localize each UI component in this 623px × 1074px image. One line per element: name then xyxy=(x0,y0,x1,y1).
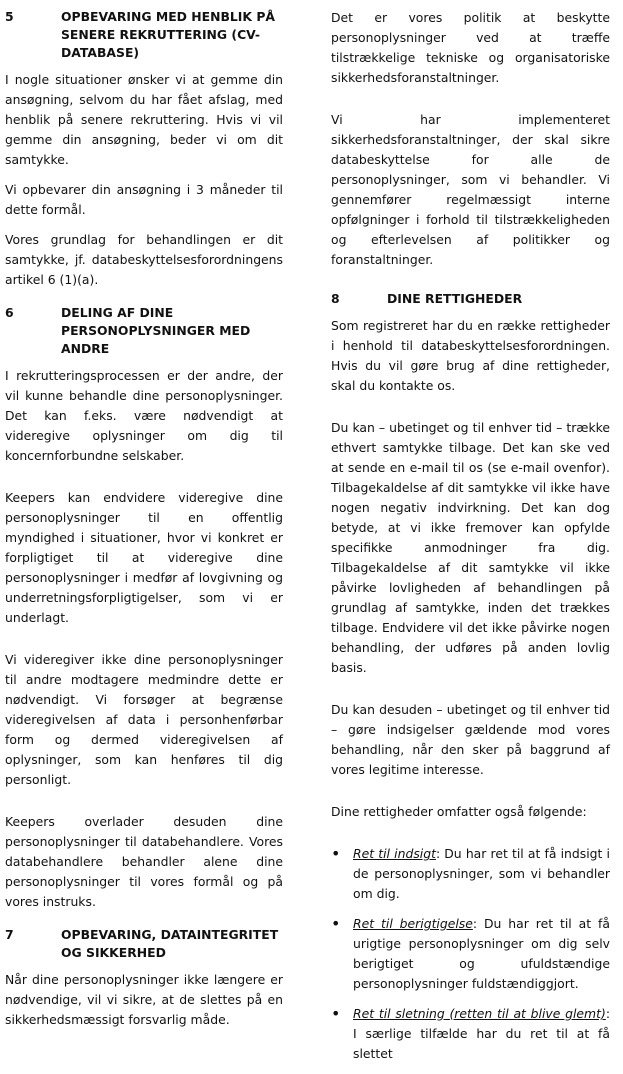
right-description: : Du har ret til at få urigtige personoplysninger om dig selv berigtiget og ufuldstændige personoplysninger fuldstændiggjort. xyxy=(353,916,610,991)
right-column xyxy=(331,8,610,1074)
left-column xyxy=(5,8,283,1040)
section-title: OPBEVARING MED HENBLIK PÅ SENERE REKRUTTERING (CV-DATABASE) xyxy=(61,9,275,60)
right-description: : Du har ret til at få indsigt i de personoplysninger, som vi behandler om dig. xyxy=(353,846,610,901)
paragraph: Vi opbevarer din ansøgning i 3 måneder til dette formål. xyxy=(5,182,283,217)
paragraph: Som registreret har du en række rettigheder i henhold til databeskyttelsesforordningen. Hvis du vil gøre brug af dine rettigheder, skal du kontakte os. xyxy=(331,318,610,393)
right-term: Ret til berigtigelse xyxy=(353,916,473,931)
section-title: DINE RETTIGHEDER xyxy=(387,291,523,306)
list-item xyxy=(331,1004,610,1064)
paragraph: Du kan desuden – ubetinget og til enhver tid – gøre indsigelser gældende mod vores behandling, når den sker på baggrund af vores legitime interesse. xyxy=(331,702,610,777)
paragraph: I nogle situationer ønsker vi at gemme din ansøgning, selvom du har fået afslag, med henblik på senere rekruttering. Hvis vi vil gemme din ansøgning, beder vi om dit samtykke. xyxy=(5,72,283,167)
paragraph: Dine rettigheder omfatter også følgende: xyxy=(331,804,587,819)
section-title: DELING AF DINE PERSONOPLYSNINGER MED ANDRE xyxy=(61,305,251,356)
section-number: 7 xyxy=(5,927,14,942)
list-item xyxy=(331,844,610,904)
bullet-icon: • xyxy=(331,1004,341,1023)
section-6-heading xyxy=(5,304,283,358)
paragraph: Du kan – ubetinget og til enhver tid – trække ethvert samtykke tilbage. Det kan ske ved at sende en e-mail til os (se e-mail ovenfor). Tilbagekaldelse af dit samtykke vil ikke have nogen negativ indvirkning. Det kan dog betyde, at vi ikke fremover kan opfylde specifikke anmodninger fra dig. Tilbagekaldelse af dit samtykke vil ikke påvirke lovligheden af behandlingen på grundlag af samtykke, inden det trækkes tilbage. Endvidere vil det ikke påvirke nogen behandling, der udføres på anden lovlig basis. xyxy=(331,420,610,675)
right-term: Ret til indsigt xyxy=(353,846,436,861)
paragraph: Når dine personoplysninger ikke længere er nødvendige, vil vi sikre, at de slettes på en sikkerhedsmæssigt forsvarlig måde. xyxy=(5,972,283,1027)
right-term: Ret til sletning (retten til at blive glemt) xyxy=(353,1006,606,1021)
list-item xyxy=(331,914,610,994)
right-description: : I særlige tilfælde har du ret til at få slettet xyxy=(353,1006,610,1061)
paragraph: Vi videregiver ikke dine personoplysninger til andre modtagere medmindre dette er nødvendigt. Vi forsøger at begrænse videregivelsen af data i personhenførbar form og dermed videregivelsen af oplysninger, som kan henføres til dig personligt. xyxy=(5,652,283,787)
rights-list xyxy=(331,844,610,1064)
paragraph: Vores grundlag for behandlingen er dit samtykke, jf. databeskyttelsesforordningens artikel 6 (1)(a). xyxy=(5,232,283,287)
section-number: 8 xyxy=(331,291,340,306)
bullet-icon: • xyxy=(331,844,341,863)
section-title: OPBEVARING, DATAINTEGRITET OG SIKKERHED xyxy=(61,927,279,960)
paragraph: Keepers kan endvidere videregive dine personoplysninger til en offentlig myndighed i situationer, hvor vi konkret er forpligtiget til at videregive dine personoplysninger i medfør af lovgivning og underretningsforpligtigelser, som vi er underlagt. xyxy=(5,490,283,625)
section-number: 5 xyxy=(5,9,14,24)
section-number: 6 xyxy=(5,305,14,320)
section-7-heading xyxy=(5,926,283,962)
section-8-heading xyxy=(331,290,610,308)
paragraph: Keepers overlader desuden dine personoplysninger til databehandlere. Vores databehandlere behandler alene dine personoplysninger til vores formål og på vores instruks. xyxy=(5,814,283,909)
bullet-icon: • xyxy=(331,914,341,933)
paragraph: Vi har implementeret sikkerhedsforanstaltninger, der skal sikre databeskyttelse for alle de personoplysninger, som vi behandler. Vi gennemfører regelmæssigt interne opfølgninger i forhold til tilstrækkeligheden og efterlevelsen af politikker og foranstaltninger. xyxy=(331,112,610,267)
paragraph: Det er vores politik at beskytte personoplysninger ved at træffe tilstrækkelige tekniske og organisatoriske sikkerhedsforanstaltninger. xyxy=(331,10,610,85)
paragraph: I rekrutteringsprocessen er der andre, der vil kunne behandle dine personoplysninger. Det kan f.eks. være nødvendigt at videregive oplysninger om dig til koncernforbundne selskaber. xyxy=(5,368,283,463)
section-5-heading xyxy=(5,8,283,62)
